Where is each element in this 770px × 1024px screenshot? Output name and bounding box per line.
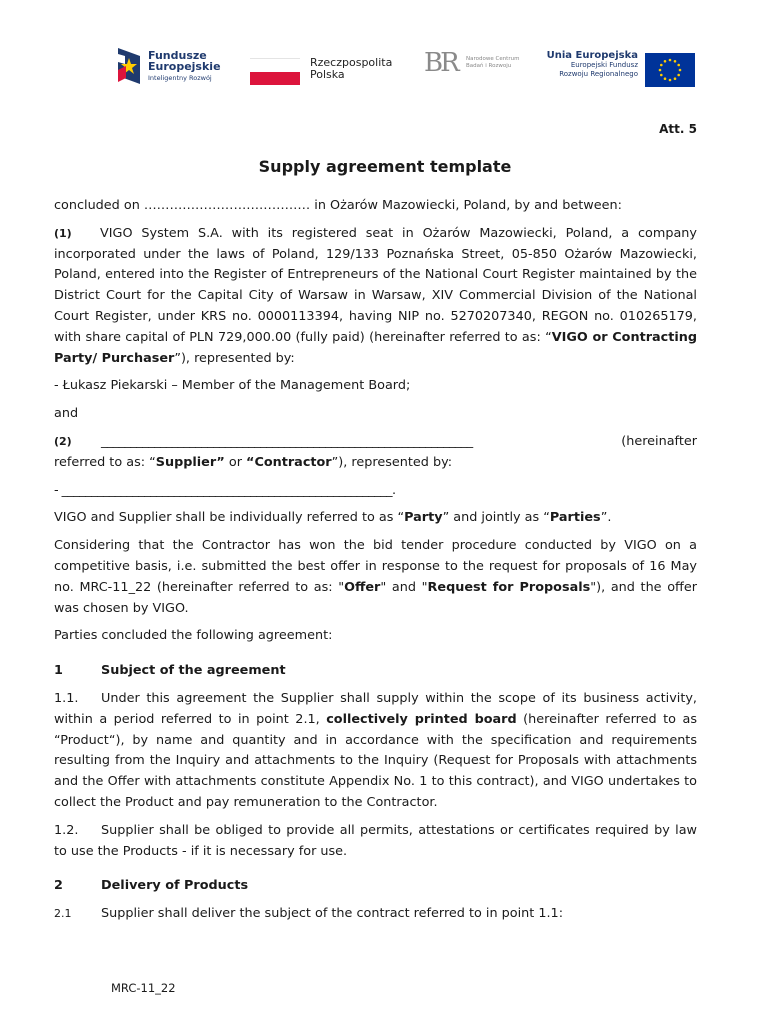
attachment-label: Att. 5: [659, 122, 697, 136]
p1-1-bold: collectively printed board: [326, 711, 517, 727]
section1-number: 1: [54, 663, 63, 679]
parties-term: Parties: [549, 510, 601, 526]
fe-line2: Europejskie: [148, 60, 221, 73]
party1-text-a: VIGO System S.A. with its registered seat in Ożarów Mazowiecki, Poland, a company incorporated under the laws of Poland, 129/133 Poznańska Street, 05-850 Ożarów Mazowiecki, Poland, entered into the Register of Entrepreneurs of the National Court Register maintained by the District Court for the Capital City of Warsaw in Warsaw, XIV Commercial Division of the National Court Register, under KRS no. 0000113394, having NIP no. 5270207340, REGON no. 010265179, with share capital of PLN 729,000.00 (fully paid) (hereinafter referred to as: “: [54, 225, 697, 345]
fe-star-icon: [116, 46, 142, 86]
paragraph-1-2: [54, 821, 697, 863]
rp-line1: Rzeczpospolita: [310, 56, 393, 69]
parties-def-c: ” and jointly as “: [442, 510, 550, 526]
rzeczpospolita-polska-logo: [250, 44, 400, 90]
polish-flag-icon: [250, 58, 300, 84]
representative-line: - Łukasz Piekarski – Member of the Management Board;: [54, 378, 411, 394]
section2-heading: [54, 876, 697, 897]
rp-line2: Polska: [310, 68, 345, 81]
p2-1-text: Supplier shall deliver the subject of the contract referred to in point 1.1:: [101, 906, 564, 922]
and-line: and: [54, 406, 79, 422]
party2-supplier: Supplier”: [155, 454, 225, 470]
ncbr-line2: Badań i Rozwoju: [466, 63, 512, 69]
unia-europejska-logo: [546, 44, 696, 90]
party1-bold: VIGO or Contracting Party/ Purchaser: [54, 329, 698, 366]
parties-concluded-line: Parties concluded the following agreement:: [54, 628, 333, 644]
ncbr-line1: Narodowe Centrum: [466, 56, 520, 62]
fe-line3: Inteligentny Rozwój: [148, 74, 212, 82]
ncbr-logo: [424, 44, 534, 90]
parties-definition: [54, 508, 697, 529]
party2-contractor: “Contractor: [246, 454, 332, 470]
section2-number: 2: [54, 878, 63, 894]
party2-text-b: or: [224, 454, 247, 470]
party-term: Party: [404, 510, 443, 526]
p1-1-number: 1.1.: [54, 690, 79, 706]
logo-header: [0, 44, 770, 92]
section1-title: Subject of the agreement: [101, 663, 286, 679]
party2-first-line: [54, 432, 697, 453]
fe-line1: Fundusze: [148, 49, 207, 62]
parties-def-a: VIGO and Supplier shall be individually referred to as “: [54, 510, 405, 526]
considering-a: Considering that the Contractor has won the bid tender procedure conducted by VIGO on a competitive basis, i.e. submitted the best offer in response to the request for proposals of 16 May no. MRC-11_22 (hereinafter referred to as: ": [54, 538, 697, 595]
ue-line1: Unia Europejska: [546, 50, 638, 61]
ue-line3: Rozwoju Regionalnego: [559, 70, 638, 78]
offer-term: Offer: [344, 579, 381, 595]
party1-text-b: ”), represented by:: [174, 350, 295, 366]
considering-c: " and ": [380, 579, 428, 595]
party2-second-line: [54, 453, 697, 474]
party2-blank: _______________________________________________________________: [101, 433, 473, 449]
party1-paragraph: [54, 224, 697, 370]
considering-paragraph: [54, 536, 697, 619]
paragraph-2-1: [54, 904, 697, 925]
p1-1-text-a: Under this agreement the Supplier shall supply within the scope of its business activity, within a period referred to in point 2.1,: [54, 690, 697, 727]
party2-text-a: referred to as: “: [54, 454, 156, 470]
document-title: Supply agreement template: [258, 157, 512, 176]
section1-heading: [54, 661, 697, 682]
parties-def-d: ”.: [600, 510, 612, 526]
section2-title: Delivery of Products: [101, 878, 249, 894]
party2-text-c: ”), represented by:: [331, 454, 453, 470]
ue-line2: Europejski Fundusz: [570, 61, 638, 69]
p2-1-number: 2.1: [54, 907, 72, 921]
paragraph-1-1: [54, 689, 697, 814]
considering-d: "), and the offer was chosen by VIGO.: [54, 579, 697, 616]
p1-2-number: 1.2.: [54, 822, 79, 838]
eu-flag-icon: [645, 53, 695, 87]
ncbr-mark: BR: [424, 48, 457, 78]
representative2-line: - ________________________________________________________.: [54, 482, 396, 498]
footer-reference: MRC-11_22: [111, 981, 176, 995]
party2-hereinafter: (hereinafter: [621, 433, 697, 449]
p1-2-text: Supplier shall be obliged to provide all permits, attestations or certificates required by law to use the Products - if it is necessary for use.: [54, 822, 697, 859]
concluded-line: concluded on ………………………………… in Ożarów Mazowiecki, Poland, by and between:: [54, 198, 622, 213]
fundusze-europejskie-logo: [116, 44, 226, 90]
party2-number: (2): [54, 434, 72, 448]
document-body: [54, 196, 697, 932]
party1-number: (1): [54, 226, 72, 240]
rfp-term: Request for Proposals: [427, 579, 591, 595]
p1-1-text-c: (hereinafter referred to as “Product“), by name and quantity and in accordance with the specification and requirements resulting from the Inquiry and attachments to the Inquiry (Request for Proposals with attachments and the Offer with attachments constitute Appendix No. 1 to this contract), and VIGO undertakes to collect the Product and pay remuneration to the Contractor.: [54, 711, 697, 810]
